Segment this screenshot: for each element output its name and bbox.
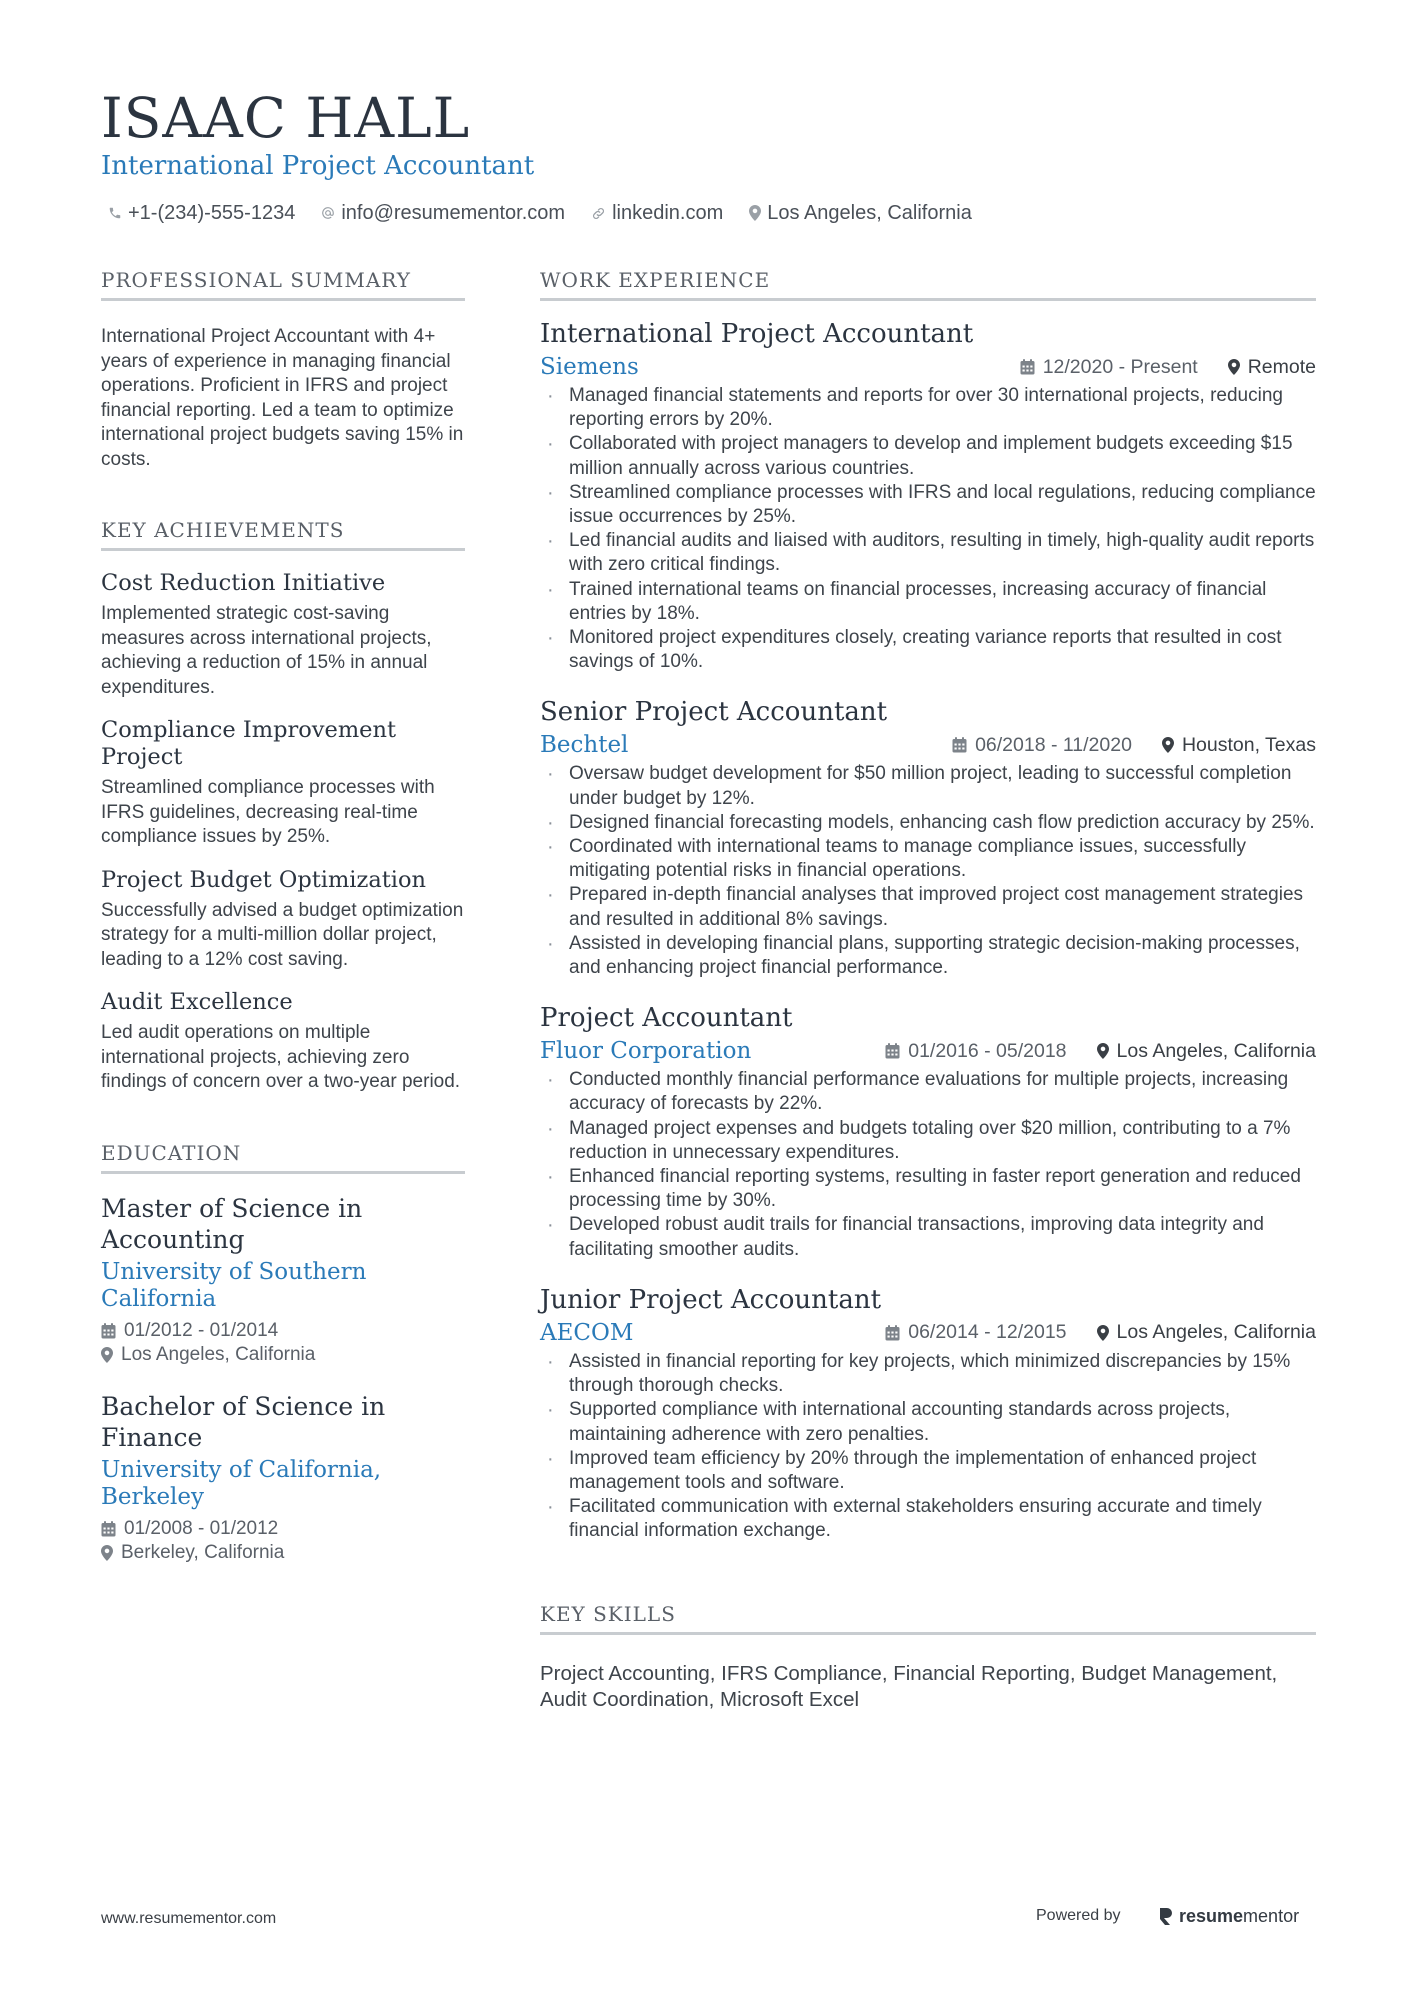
achievement-text: Implemented strategic cost-saving measures across international projects, achieving a reduction of 15% in annual expenditures. bbox=[101, 603, 432, 698]
education-dates bbox=[101, 1319, 465, 1343]
job-dates bbox=[885, 1040, 1066, 1063]
map-pin-icon bbox=[101, 1545, 113, 1561]
job-bullet: · Conducted monthly financial performance evaluations for multiple projects, increasing accuracy of forecasts by 22%. bbox=[540, 1068, 1316, 1116]
job-bullet: · Streamlined compliance processes with IFRS and local regulations, reducing compliance issue occurrences by 25%. bbox=[540, 481, 1316, 529]
skills-text: Project Accounting, IFRS Compliance, Financial Reporting, Budget Management, Audit Coordination, Microsoft Excel bbox=[540, 1661, 1278, 1712]
job-location bbox=[1228, 356, 1316, 379]
achievement-title: Cost Reduction Initiative bbox=[101, 570, 386, 596]
job-bullet: · Coordinated with international teams to manage compliance issues, successfully mitigating potential risks in financial operations. bbox=[540, 835, 1316, 883]
job-location bbox=[1162, 734, 1316, 757]
achievement-item bbox=[101, 989, 465, 1095]
job-header-row bbox=[540, 352, 1316, 382]
education-location-text: Los Angeles, California bbox=[121, 1343, 316, 1365]
job-location-text: Houston, Texas bbox=[1181, 733, 1316, 756]
job-bullet: · Collaborated with project managers to develop and implement budgets exceeding $15 million annually across various countries. bbox=[540, 432, 1316, 480]
job-title: Project Accountant bbox=[540, 1003, 793, 1034]
calendar-icon bbox=[885, 1325, 900, 1341]
footer-brand-light: mentor bbox=[1243, 1905, 1300, 1926]
education-item bbox=[101, 1193, 465, 1367]
candidate-name: ISAAC HALL bbox=[101, 86, 471, 150]
job-dates-text: 12/2020 - Present bbox=[1042, 355, 1198, 378]
calendar-icon bbox=[1020, 359, 1035, 375]
education-item bbox=[101, 1391, 465, 1565]
achievements-section-title: KEY ACHIEVEMENTS bbox=[101, 518, 465, 551]
phone-icon bbox=[108, 206, 122, 220]
job-bullet: · Trained international teams on financial processes, increasing accuracy of financial entries by 18%. bbox=[540, 578, 1316, 626]
footer-brand-logo[interactable] bbox=[1158, 1903, 1299, 1929]
job-bullets bbox=[540, 762, 1316, 980]
footer-website[interactable]: www.resumementor.com bbox=[101, 1910, 277, 1927]
link-icon bbox=[591, 206, 606, 221]
map-pin-icon bbox=[1228, 359, 1240, 375]
calendar-icon bbox=[101, 1521, 116, 1537]
job-dates bbox=[885, 1321, 1066, 1344]
education-location bbox=[101, 1343, 465, 1367]
job-meta bbox=[1020, 356, 1316, 379]
map-pin-icon bbox=[101, 1347, 113, 1363]
job-entry bbox=[540, 696, 1316, 980]
job-entry bbox=[540, 1002, 1316, 1262]
job-bullet: · Facilitated communication with external stakeholders ensuring accurate and timely financial information exchange. bbox=[540, 1495, 1316, 1543]
calendar-icon bbox=[101, 1323, 116, 1339]
at-icon bbox=[321, 206, 335, 220]
job-bullet: · Managed project expenses and budgets totaling over $20 million, contributing to a 7% reduction in unnecessary expenditures. bbox=[540, 1117, 1316, 1165]
experience-section-title: WORK EXPERIENCE bbox=[540, 268, 1316, 301]
job-bullets bbox=[540, 1350, 1316, 1544]
job-dates bbox=[952, 734, 1132, 757]
job-dates bbox=[1020, 356, 1198, 379]
job-location-text: Remote bbox=[1247, 355, 1316, 378]
education-school: University of California, Berkeley bbox=[101, 1456, 382, 1510]
education-dates-text: 01/2012 - 01/2014 bbox=[124, 1319, 279, 1341]
education-location-text: Berkeley, California bbox=[121, 1541, 285, 1563]
left-column bbox=[101, 268, 465, 1565]
job-bullet: · Monitored project expenditures closely, creating variance reports that resulted in cost savings of 10%. bbox=[540, 626, 1316, 674]
job-dates-text: 01/2016 - 05/2018 bbox=[908, 1039, 1067, 1062]
contact-email[interactable] bbox=[321, 202, 565, 225]
job-bullet: · Improved team efficiency by 20% through the implementation of enhanced project management tools and software. bbox=[540, 1447, 1316, 1495]
contact-location-text: Los Angeles, California bbox=[767, 201, 972, 224]
contact-phone-text: +1-(234)-555-1234 bbox=[128, 201, 296, 224]
candidate-headline: International Project Accountant bbox=[101, 151, 535, 181]
calendar-icon bbox=[885, 1043, 900, 1059]
job-location bbox=[1097, 1040, 1316, 1063]
achievement-title: Audit Excellence bbox=[101, 989, 293, 1015]
map-pin-icon bbox=[749, 205, 761, 221]
contact-location bbox=[749, 202, 972, 225]
job-entry bbox=[540, 1284, 1316, 1544]
job-company: Siemens bbox=[540, 354, 639, 380]
job-bullets bbox=[540, 1068, 1316, 1262]
job-bullet: · Led financial audits and liaised with auditors, resulting in timely, high-quality audit reports with zero critical findings. bbox=[540, 529, 1316, 577]
job-meta bbox=[885, 1321, 1316, 1344]
achievement-title: Project Budget Optimization bbox=[101, 866, 427, 893]
achievement-text: Successfully advised a budget optimization strategy for a multi-million dollar project, leading to a 12% cost saving. bbox=[101, 899, 464, 970]
job-bullets bbox=[540, 384, 1316, 674]
education-degree: Bachelor of Science in Finance bbox=[101, 1391, 386, 1452]
job-title: Senior Project Accountant bbox=[540, 697, 888, 728]
job-bullet: · Designed financial forecasting models, enhancing cash flow prediction accuracy by 25%. bbox=[540, 811, 1316, 835]
achievement-item bbox=[101, 867, 465, 973]
job-bullet: · Supported compliance with international accounting standards across projects, maintaining adherence with zero penalties. bbox=[540, 1398, 1316, 1446]
map-pin-icon bbox=[1162, 737, 1174, 753]
job-bullet: · Managed financial statements and reports for over 30 international projects, reducing reporting errors by 20%. bbox=[540, 384, 1316, 432]
contact-linkedin[interactable] bbox=[591, 202, 723, 225]
job-dates-text: 06/2018 - 11/2020 bbox=[975, 733, 1132, 756]
job-company: Fluor Corporation bbox=[540, 1038, 752, 1065]
job-bullet: · Assisted in financial reporting for key projects, which minimized discrepancies by 15% through thorough checks. bbox=[540, 1350, 1316, 1398]
contact-linkedin-text: linkedin.com bbox=[612, 201, 724, 224]
contact-email-text: info@resumementor.com bbox=[341, 201, 566, 224]
education-dates bbox=[101, 1517, 465, 1541]
education-dates-text: 01/2008 - 01/2012 bbox=[124, 1517, 279, 1539]
right-column bbox=[540, 268, 1316, 1714]
contact-bar bbox=[108, 199, 998, 227]
job-company: AECOM bbox=[540, 1319, 634, 1346]
footer-brand-bold: resume bbox=[1179, 1905, 1244, 1926]
job-title: Junior Project Accountant bbox=[540, 1284, 882, 1315]
job-header-row bbox=[540, 1318, 1316, 1348]
summary-section-title: PROFESSIONAL SUMMARY bbox=[101, 268, 465, 301]
job-header-row bbox=[540, 1036, 1316, 1066]
achievement-text: Led audit operations on multiple international projects, achieving zero findings of concern over a two-year period. bbox=[101, 1022, 461, 1092]
job-header-row bbox=[540, 730, 1316, 760]
map-pin-icon bbox=[1097, 1043, 1109, 1059]
job-entry bbox=[540, 318, 1316, 674]
achievement-text: Streamlined compliance processes with IFRS guidelines, decreasing real-time compliance issues by 25%. bbox=[101, 777, 435, 847]
footer-powered-by: Powered by bbox=[1036, 1907, 1121, 1924]
map-pin-icon bbox=[1097, 1325, 1109, 1341]
job-location bbox=[1097, 1321, 1316, 1344]
job-meta bbox=[952, 734, 1316, 757]
achievement-title: Compliance Improvement Project bbox=[101, 717, 397, 770]
contact-phone[interactable] bbox=[108, 202, 295, 225]
achievement-item bbox=[101, 570, 465, 700]
job-meta bbox=[885, 1040, 1316, 1063]
job-bullet: · Assisted in developing financial plans, supporting strategic decision-making processes, and enhancing project financial performance. bbox=[540, 932, 1316, 980]
education-degree: Master of Science in Accounting bbox=[101, 1193, 363, 1254]
job-title: International Project Accountant bbox=[540, 319, 974, 349]
education-section-title: EDUCATION bbox=[101, 1141, 465, 1174]
job-location-text: Los Angeles, California bbox=[1116, 1321, 1316, 1344]
resumementor-logo-icon bbox=[1158, 1906, 1174, 1926]
job-bullet: · Developed robust audit trails for financial transactions, improving data integrity and facilitating smoother audits. bbox=[540, 1213, 1316, 1261]
job-location-text: Los Angeles, California bbox=[1116, 1039, 1316, 1062]
job-bullet: · Enhanced financial reporting systems, resulting in faster report generation and reduced processing time by 30%. bbox=[540, 1165, 1316, 1213]
job-bullet: · Oversaw budget development for $50 million project, leading to successful completion under budget by 12%. bbox=[540, 762, 1316, 810]
education-location bbox=[101, 1541, 465, 1565]
job-dates-text: 06/2014 - 12/2015 bbox=[908, 1321, 1067, 1344]
education-school: University of Southern California bbox=[101, 1258, 367, 1312]
achievement-item bbox=[101, 717, 465, 850]
job-company: Bechtel bbox=[540, 732, 629, 759]
skills-section-title: KEY SKILLS bbox=[540, 1602, 1316, 1635]
calendar-icon bbox=[952, 737, 967, 753]
job-bullet: · Prepared in-depth financial analyses that improved project cost management strategies and resulted in additional 8% savings. bbox=[540, 883, 1316, 931]
summary-text: International Project Accountant with 4+ years of experience in managing financial operations. Proficient in IFRS and project financial reporting. Led a team to optimize international project budgets saving 15% in costs. bbox=[101, 326, 464, 470]
